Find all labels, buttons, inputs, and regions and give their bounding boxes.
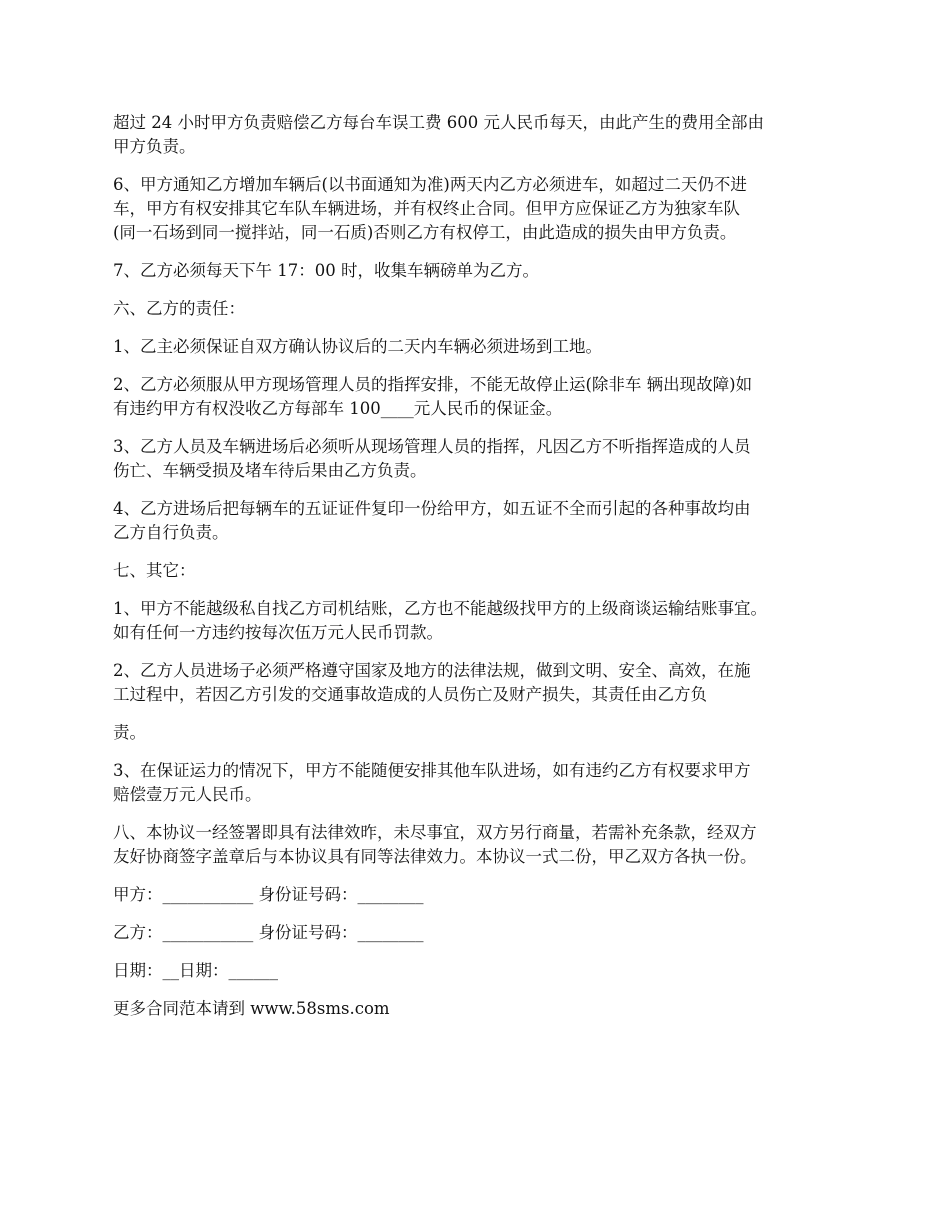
- signature-party-b: 乙方：___________ 身份证号码：________: [113, 923, 424, 942]
- paragraph-line: 七、其它：: [113, 561, 196, 580]
- contract-paragraph: [113, 335, 843, 359]
- paragraph-line: 八、本协议一经签署即具有法律效昨，未尽事宜，双方另行商量，若需补充条款，经双方: [113, 823, 757, 842]
- paragraph-line: 责。: [113, 723, 146, 742]
- paragraph-line: 1、甲方不能越级私自找乙方司机结账，乙方也不能越级找甲方的上级商谈运输结账事宜。: [113, 599, 767, 618]
- footer-link-text: 更多合同范本请到 www.58sms.com: [113, 999, 390, 1018]
- paragraph-line: 友好协商签字盖章后与本协议具有同等法律效力。本协议一式二份，甲乙双方各执一份。: [113, 847, 757, 866]
- paragraph-line: 7、乙方必须每天下午 17：00 时，收集车辆磅单为乙方。: [113, 261, 539, 280]
- paragraph-line: 甲方负责。: [113, 137, 196, 156]
- contract-body: [113, 111, 843, 869]
- paragraph-line: 车，甲方有权安排其它车队车辆进场，并有权终止合同。但甲方应保证乙方为独家车队: [113, 199, 740, 218]
- paragraph-line: 3、在保证运力的情况下，甲方不能随便安排其他车队进场，如有违约乙方有权要求甲方: [113, 761, 751, 780]
- contract-paragraph: [113, 297, 843, 321]
- paragraph-line: 乙方自行负责。: [113, 523, 229, 542]
- contract-paragraph: [113, 659, 843, 707]
- contract-paragraph: [113, 559, 843, 583]
- contract-paragraph: [113, 259, 843, 283]
- contract-paragraph: [113, 597, 843, 645]
- contract-paragraph: [113, 173, 843, 245]
- paragraph-line: 如有任何一方违约按每次伍万元人民币罚款。: [113, 623, 443, 642]
- paragraph-line: 赔偿壹万元人民币。: [113, 785, 262, 804]
- contract-paragraph: [113, 721, 843, 745]
- paragraph-line: 有违约甲方有权没收乙方每部车 100____元人民币的保证金。: [113, 399, 563, 418]
- paragraph-line: 6、甲方通知乙方增加车辆后(以书面通知为准)两天内乙方必须进车，如超过二天仍不进: [113, 175, 747, 194]
- paragraph-line: 工过程中，若因乙方引发的交通事故造成的人员伤亡及财产损失，其责任由乙方负: [113, 685, 707, 704]
- contract-paragraph: [113, 821, 843, 869]
- contract-paragraph: [113, 373, 843, 421]
- contract-paragraph: [113, 759, 843, 807]
- contract-paragraph: [113, 435, 843, 483]
- document-page: [113, 111, 843, 1035]
- paragraph-line: 伤亡、车辆受损及堵车待后果由乙方负责。: [113, 461, 427, 480]
- paragraph-line: 3、乙方人员及车辆进场后必须听从现场管理人员的指挥，凡因乙方不听指挥造成的人员: [113, 437, 751, 456]
- paragraph-line: 1、乙主必须保证自双方确认协议后的二天内车辆必须进场到工地。: [113, 337, 602, 356]
- contract-paragraph: [113, 111, 843, 159]
- paragraph-line: 2、乙方必须服从甲方现场管理人员的指挥安排，不能无故停止运(除非车 辆出现故障)如: [113, 375, 753, 394]
- paragraph-line: 4、乙方进场后把每辆车的五证证件复印一份给甲方，如五证不全而引起的各种事故均由: [113, 499, 751, 518]
- paragraph-line: 2、乙方人员进场子必须严格遵守国家及地方的法律法规，做到文明、安全、高效，在施: [113, 661, 751, 680]
- paragraph-line: 六、乙方的责任：: [113, 299, 245, 318]
- paragraph-line: 超过 24 小时甲方负责赔偿乙方每台车误工费 600 元人民币每天，由此产生的费用全部由: [113, 113, 764, 132]
- signature-date: 日期：__日期：______: [113, 961, 278, 980]
- paragraph-line: (同一石场到同一搅拌站，同一石质)否则乙方有权停工，由此造成的损失由甲方负责。: [113, 223, 737, 242]
- signature-party-a: 甲方：___________ 身份证号码：________: [113, 885, 424, 904]
- contract-paragraph: [113, 497, 843, 545]
